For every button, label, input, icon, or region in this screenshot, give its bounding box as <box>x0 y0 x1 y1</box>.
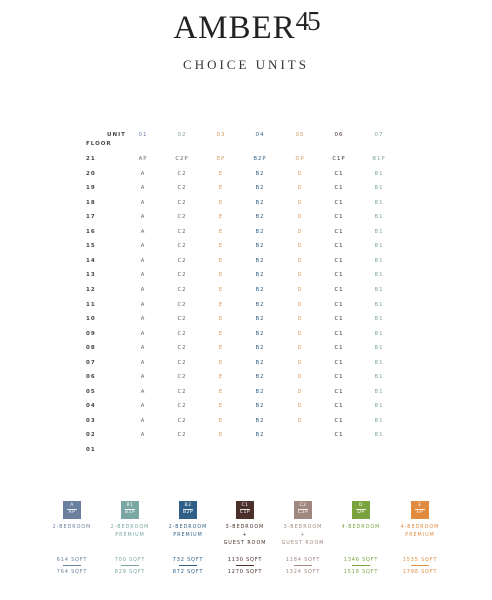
unit-type-cell: A <box>140 257 146 264</box>
unit-type-cell: D <box>297 316 303 323</box>
unit-type-cell: C1 <box>334 374 344 381</box>
unit-type-cell: B1 <box>374 286 384 293</box>
unit-type-text <box>42 532 102 540</box>
unit-type-text: PREMIUM <box>115 533 145 538</box>
unit-type-cell: B2P <box>253 156 267 162</box>
unit-type-cell: E <box>218 432 224 439</box>
unit-type-cell: D <box>297 228 303 235</box>
unit-type-cell: E <box>218 316 224 323</box>
sqft-premium: 1518 SQFT <box>343 568 379 575</box>
sqft-standard: 700 SQFT <box>114 557 146 563</box>
unit-type-cell: D <box>297 388 303 395</box>
unit-type-cell: B2 <box>255 301 265 308</box>
unit-column-header: 01 <box>138 132 148 138</box>
unit-type-cell: C2 <box>177 272 187 279</box>
unit-type-cell: D <box>297 374 303 381</box>
unit-type-cell: D <box>297 286 303 293</box>
sqft-premium: 764 SQFT <box>56 568 88 575</box>
unit-type-cell: B1 <box>374 330 384 337</box>
unit-type-cell: D <box>297 185 303 192</box>
unit-type-cell: B2 <box>255 432 265 439</box>
unit-type-cell: D <box>297 170 303 177</box>
unit-type-cell: C1 <box>334 170 344 177</box>
floor-header-label: FLOOR <box>86 141 112 147</box>
unit-type-cell: C1 <box>334 243 344 250</box>
swatch-code-premium: B2P <box>182 509 194 515</box>
unit-type-cell: D <box>297 199 303 206</box>
unit-type-cell: D <box>297 272 303 279</box>
unit-type-cell: C1 <box>334 417 344 424</box>
unit-type-cell: B1 <box>374 345 384 352</box>
floor-label: 11 <box>86 301 96 308</box>
unit-swatch <box>63 501 81 519</box>
unit-swatch <box>121 501 139 519</box>
sqft-divider <box>179 565 197 566</box>
unit-type-cell: C2P <box>175 156 189 162</box>
unit-type-cell: E <box>218 214 224 221</box>
unit-type-cell: A <box>140 432 146 439</box>
unit-type-cell: B1 <box>374 199 384 206</box>
unit-type-cell: C2 <box>177 185 187 192</box>
sqft-divider <box>63 565 81 566</box>
swatch-code-premium: EP <box>416 509 424 515</box>
sqft-standard: 1346 SQFT <box>343 557 379 563</box>
unit-type-cell: B2 <box>255 286 265 293</box>
floor-label: 13 <box>86 272 96 279</box>
unit-type-cell: A <box>140 403 146 410</box>
unit-type-cell: C1 <box>334 432 344 439</box>
floor-label: 06 <box>86 374 96 381</box>
unit-type-cell: B2 <box>255 345 265 352</box>
unit-type-text: 2-BEDROOM <box>52 525 92 530</box>
unit-type-cell: B1 <box>374 185 384 192</box>
unit-type-cell: B2 <box>255 185 265 192</box>
unit-type-cell: B1 <box>374 272 384 279</box>
unit-type-cell: A <box>140 243 146 250</box>
floor-label: 09 <box>86 330 96 337</box>
unit-column-header: 03 <box>216 132 226 138</box>
unit-type-cell: B2 <box>255 214 265 221</box>
unit-type-cell: E <box>218 330 224 337</box>
swatch-code: E <box>418 503 422 508</box>
unit-type-cell: A <box>140 316 146 323</box>
unit-type-cell: A <box>140 330 146 337</box>
unit-type-cell: B2 <box>255 330 265 337</box>
unit-type-cell: E <box>218 374 224 381</box>
sqft-standard: 732 SQFT <box>172 557 204 563</box>
unit-type-cell: B1 <box>374 359 384 366</box>
unit-type-cell: E <box>218 199 224 206</box>
unit-type-cell: D <box>297 330 303 337</box>
unit-type-cell: C1 <box>334 199 344 206</box>
sqft-divider <box>121 565 139 566</box>
unit-type-cell: B1 <box>374 316 384 323</box>
floor-label: 08 <box>86 345 96 352</box>
unit-type-cell: B1 <box>374 374 384 381</box>
unit-type-cell: B2 <box>255 272 265 279</box>
unit-swatch <box>352 501 370 519</box>
unit-type-cell: C1 <box>334 345 344 352</box>
unit-type-cell: B2 <box>255 257 265 264</box>
unit-type-cell: E <box>218 301 224 308</box>
unit-type-cell: C2 <box>177 417 187 424</box>
unit-type-cell: C2 <box>177 345 187 352</box>
unit-type-cell: D <box>297 301 303 308</box>
floor-label: 14 <box>86 257 96 264</box>
sqft-divider <box>236 565 254 566</box>
unit-type-cell: E <box>218 185 224 192</box>
unit-type-cell: B1 <box>374 403 384 410</box>
unit-type-cell: C1P <box>332 156 346 162</box>
unit-type-cell: B1 <box>374 214 384 221</box>
floor-label: 17 <box>86 214 96 221</box>
floor-label: 01 <box>86 447 96 453</box>
floor-label: 03 <box>86 417 96 424</box>
unit-type-cell: B2 <box>255 403 265 410</box>
sqft-divider <box>411 565 429 566</box>
unit-type-cell: B1 <box>374 243 384 250</box>
unit-type-cell: D <box>297 359 303 366</box>
unit-type-cell: C2 <box>177 403 187 410</box>
unit-type-cell: C2 <box>177 257 187 264</box>
unit-type-cell: C1 <box>334 330 344 337</box>
unit-type-cell: C2 <box>177 286 187 293</box>
floor-label: 02 <box>86 432 96 439</box>
unit-type-cell: B1 <box>374 417 384 424</box>
unit-type-text: 2-BEDROOM <box>110 525 150 530</box>
floor-label: 07 <box>86 359 96 366</box>
unit-type-cell: E <box>218 388 224 395</box>
floor-label: 19 <box>86 185 96 192</box>
unit-header-label: UNIT <box>107 132 126 138</box>
sqft-standard: 1130 SQFT <box>227 557 263 563</box>
unit-type-cell: C1 <box>334 228 344 235</box>
unit-type-cell: C2 <box>177 388 187 395</box>
floor-label: 05 <box>86 388 96 395</box>
unit-type-text: PREMIUM <box>173 533 203 538</box>
unit-type-cell: C2 <box>177 301 187 308</box>
unit-type-cell: E <box>218 228 224 235</box>
unit-type-text: 3-BEDROOM <box>283 525 323 530</box>
unit-type-cell: E <box>218 170 224 177</box>
unit-type-cell: A <box>140 214 146 221</box>
unit-type-cell: C2 <box>177 228 187 235</box>
floor-label: 20 <box>86 170 96 177</box>
floor-label: 12 <box>86 286 96 293</box>
unit-type-cell: C1 <box>334 214 344 221</box>
swatch-code: B1 <box>126 503 134 508</box>
unit-type-cell: C1 <box>334 359 344 366</box>
swatch-code-premium: DP <box>357 509 365 515</box>
sqft-premium: 1270 SQFT <box>227 568 263 575</box>
unit-type-cell: B1 <box>374 432 384 439</box>
sqft-divider <box>352 565 370 566</box>
unit-type-cell: A <box>140 388 146 395</box>
unit-type-text: PREMIUM <box>405 533 435 538</box>
swatch-code: C1 <box>241 503 249 508</box>
swatch-code-premium: AP <box>68 509 76 515</box>
sqft-premium: 872 SQFT <box>172 568 204 575</box>
unit-type-cell: D <box>297 257 303 264</box>
unit-type-cell: B2 <box>255 170 265 177</box>
floor-label: 16 <box>86 228 96 235</box>
unit-type-cell: C1 <box>334 388 344 395</box>
unit-swatch <box>236 501 254 519</box>
unit-type-cell: E <box>218 272 224 279</box>
legend-item <box>331 501 391 576</box>
legend-item <box>42 501 102 576</box>
unit-type-cell: D <box>297 345 303 352</box>
legend-item <box>100 501 160 576</box>
unit-type-cell: A <box>140 301 146 308</box>
unit-type-cell: B1 <box>374 257 384 264</box>
swatch-code: A <box>70 503 74 508</box>
logo-name: AMBER <box>173 10 296 46</box>
unit-type-cell: B1 <box>374 170 384 177</box>
swatch-code: D <box>359 503 363 508</box>
swatch-code-premium: C1P <box>239 509 251 515</box>
unit-column-header: 02 <box>177 132 187 138</box>
unit-type-cell: D <box>297 243 303 250</box>
amber45-logo <box>0 6 492 47</box>
unit-type-cell: B2 <box>255 199 265 206</box>
unit-type-cell: E <box>218 403 224 410</box>
unit-type-cell: C1 <box>334 316 344 323</box>
unit-column-header: 07 <box>374 132 384 138</box>
unit-type-cell: DP <box>295 156 305 162</box>
unit-type-text: + <box>242 533 248 538</box>
legend-item <box>158 501 218 576</box>
unit-type-text: GUEST ROOM <box>223 541 267 546</box>
sqft-standard: 1184 SQFT <box>285 557 321 563</box>
unit-type-cell: B2 <box>255 316 265 323</box>
swatch-code: B2 <box>184 503 192 508</box>
unit-type-cell: E <box>218 243 224 250</box>
unit-type-cell: C1 <box>334 301 344 308</box>
sqft-premium: 1798 SQFT <box>402 568 438 575</box>
unit-type-cell: A <box>140 345 146 352</box>
unit-type-cell: C2 <box>177 243 187 250</box>
unit-type-cell: A <box>140 228 146 235</box>
unit-type-cell: C1 <box>334 403 344 410</box>
unit-type-text: 4-BEDROOM <box>341 525 381 530</box>
unit-type-cell: A <box>140 359 146 366</box>
unit-column-header: 04 <box>255 132 265 138</box>
unit-type-cell: E <box>218 417 224 424</box>
unit-type-cell: EP <box>216 156 226 162</box>
unit-type-cell: C2 <box>177 316 187 323</box>
unit-type-cell: A <box>140 417 146 424</box>
floor-label: 15 <box>86 243 96 250</box>
swatch-code-premium: C2P <box>297 509 309 515</box>
unit-type-cell: A <box>140 199 146 206</box>
unit-type-cell: A <box>140 272 146 279</box>
sqft-premium: 829 SQFT <box>114 568 146 575</box>
unit-type-cell: AP <box>138 156 148 162</box>
unit-column-header: 05 <box>295 132 305 138</box>
unit-type-cell: B1 <box>374 301 384 308</box>
unit-type-cell: C2 <box>177 359 187 366</box>
page-title: CHOICE UNITS <box>183 57 309 72</box>
unit-type-cell: E <box>218 345 224 352</box>
unit-type-cell: C1 <box>334 286 344 293</box>
unit-column-header: 06 <box>334 132 344 138</box>
unit-type-cell: C1 <box>334 185 344 192</box>
unit-type-cell: E <box>218 257 224 264</box>
legend-item <box>273 501 333 576</box>
unit-swatch <box>294 501 312 519</box>
sqft-standard: 614 SQFT <box>56 557 88 563</box>
unit-type-cell: D <box>297 417 303 424</box>
unit-type-cell: A <box>140 170 146 177</box>
unit-type-cell: B1P <box>372 156 386 162</box>
unit-type-cell: A <box>140 374 146 381</box>
unit-type-text: 3-BEDROOM <box>225 525 265 530</box>
floor-label: 10 <box>86 316 96 323</box>
unit-type-cell: A <box>140 185 146 192</box>
swatch-code: C2 <box>299 503 307 508</box>
unit-type-cell: B1 <box>374 228 384 235</box>
unit-type-cell: C2 <box>177 432 187 439</box>
logo-number: 45 <box>295 6 319 36</box>
unit-type-cell: C2 <box>177 374 187 381</box>
unit-type-cell: D <box>297 214 303 221</box>
unit-swatch <box>179 501 197 519</box>
floor-label: 18 <box>86 199 96 206</box>
unit-type-text: GUEST ROOM <box>281 541 325 546</box>
unit-type-cell: C2 <box>177 199 187 206</box>
unit-type-text: 2-BEDROOM <box>168 525 208 530</box>
legend-item <box>215 501 275 576</box>
floor-label: 04 <box>86 403 96 410</box>
unit-type-cell: C2 <box>177 170 187 177</box>
unit-type-cell: B2 <box>255 374 265 381</box>
unit-type-cell: B1 <box>374 388 384 395</box>
unit-type-cell: B2 <box>255 417 265 424</box>
unit-type-cell: E <box>218 286 224 293</box>
unit-type-cell: E <box>218 359 224 366</box>
unit-type-cell: C2 <box>177 330 187 337</box>
unit-type-text <box>331 532 391 540</box>
swatch-code-premium: B1P <box>124 509 136 515</box>
unit-type-cell: B2 <box>255 388 265 395</box>
sqft-standard: 1535 SQFT <box>402 557 438 563</box>
unit-type-cell: A <box>140 286 146 293</box>
unit-type-cell: C1 <box>334 272 344 279</box>
sqft-divider <box>294 565 312 566</box>
unit-type-cell: B2 <box>255 243 265 250</box>
unit-type-cell: C2 <box>177 214 187 221</box>
unit-type-cell: B2 <box>255 228 265 235</box>
unit-type-cell: B2 <box>255 359 265 366</box>
unit-swatch <box>411 501 429 519</box>
unit-type-cell: C1 <box>334 257 344 264</box>
unit-type-text: 4-BEDROOM <box>400 525 440 530</box>
floor-label: 21 <box>86 156 96 162</box>
unit-type-text: + <box>300 533 306 538</box>
legend-item <box>390 501 450 576</box>
unit-type-cell: D <box>297 403 303 410</box>
sqft-premium: 1324 SQFT <box>285 568 321 575</box>
